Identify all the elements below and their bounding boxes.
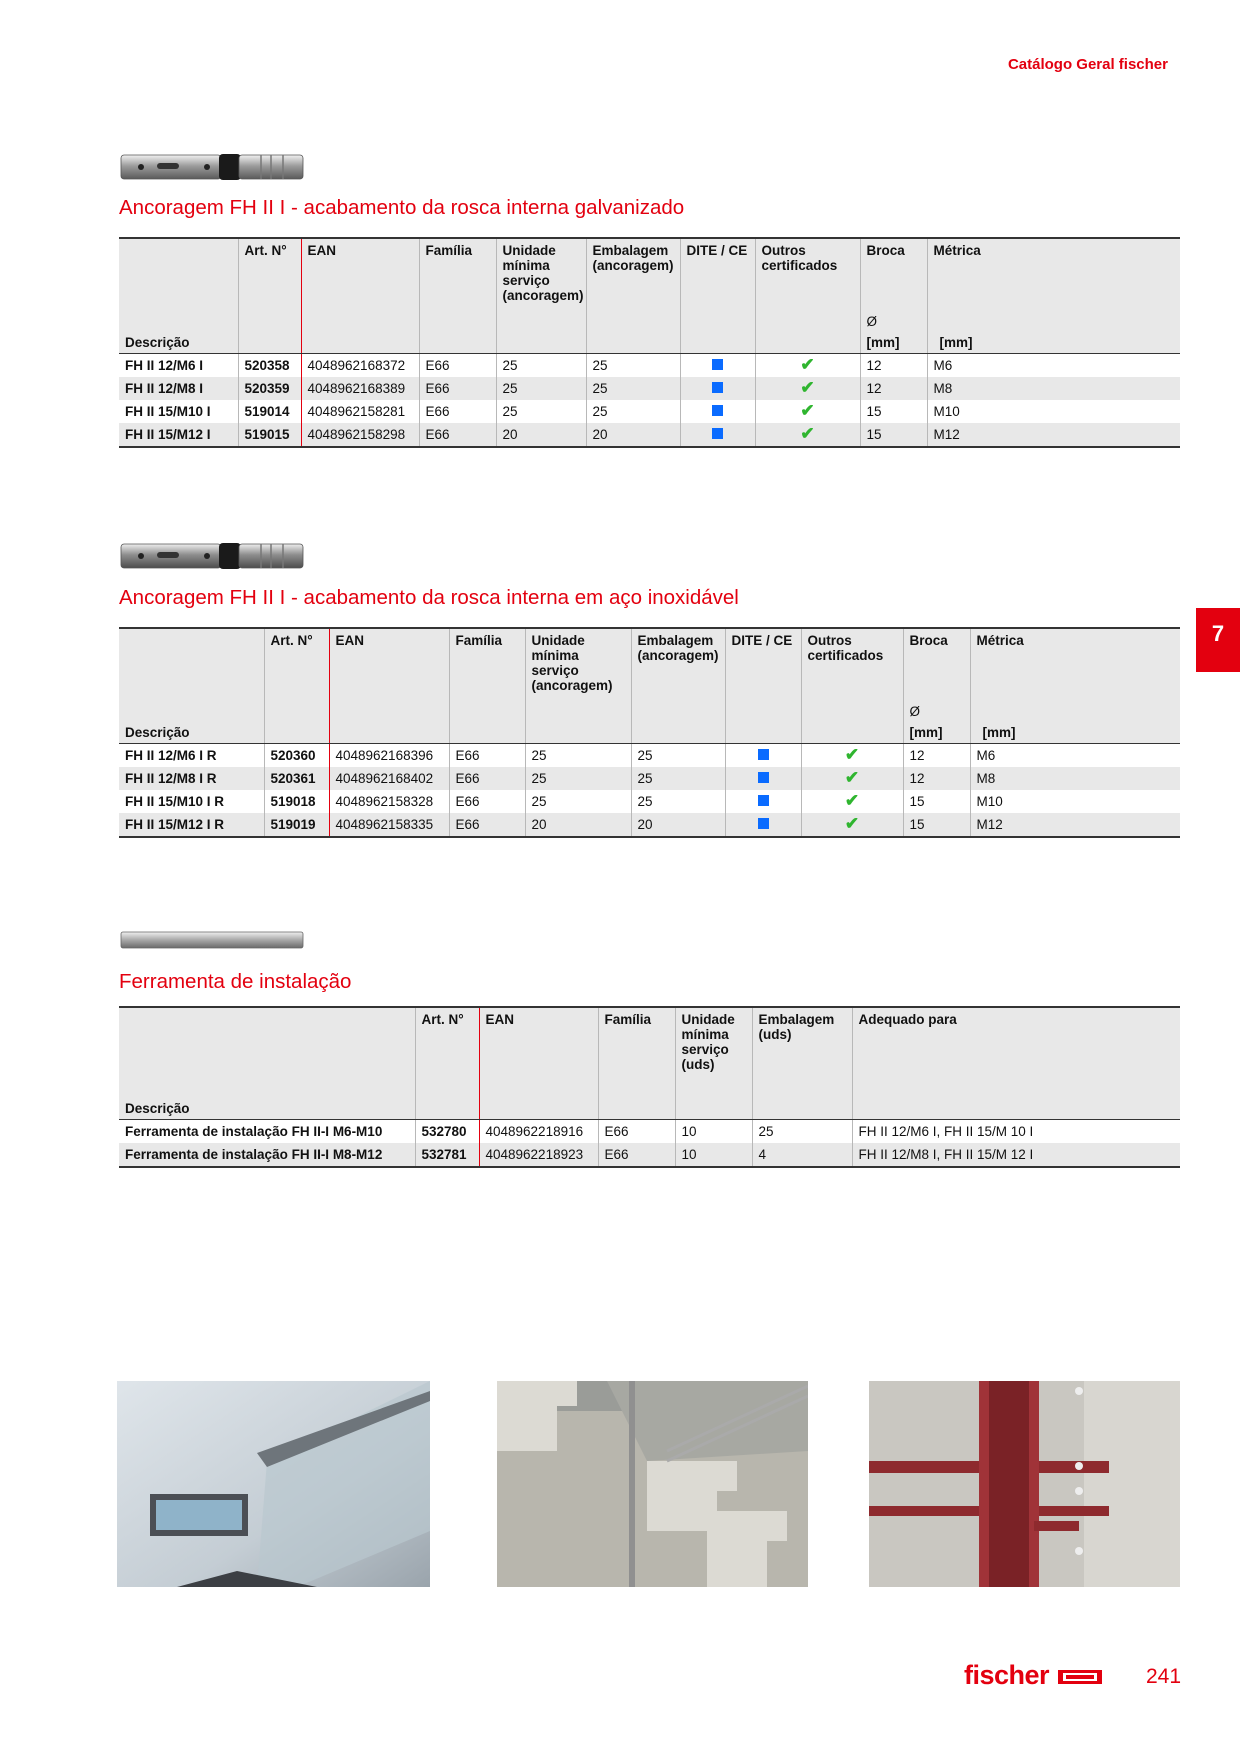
col-descricao: Descrição bbox=[119, 721, 264, 744]
photo-stair-handrail bbox=[497, 1381, 808, 1587]
photo-glass-railing bbox=[117, 1381, 430, 1587]
table-row: FH II 12/M6 I R 520360 4048962168396 E66 25 25 ✔ 12 M6 bbox=[119, 744, 1180, 768]
checkmark-icon: ✔ bbox=[800, 355, 815, 374]
checkmark-icon: ✔ bbox=[800, 424, 815, 443]
col-ean: EAN bbox=[329, 628, 449, 696]
unit-mm: [mm] bbox=[903, 721, 970, 744]
checkmark-icon: ✔ bbox=[844, 768, 860, 787]
col-metrica: Métrica bbox=[927, 238, 1180, 306]
col-unidade: Unidade mínima serviço (ancoragem) bbox=[525, 628, 631, 696]
approval-square-icon bbox=[712, 359, 723, 370]
page-number: 241 bbox=[1146, 1665, 1182, 1688]
fischer-logo: fischer bbox=[964, 1660, 1102, 1691]
col-embalagem: Embalagem (ancoragem) bbox=[631, 628, 725, 696]
table-row: FH II 15/M10 I R 519018 4048962158328 E66 25 25 ✔ 15 M10 bbox=[119, 790, 1180, 813]
catalog-title: Catálogo Geral fischer bbox=[1007, 56, 1168, 73]
approval-square-icon bbox=[758, 795, 769, 806]
col-broca: Broca bbox=[860, 238, 927, 306]
col-outros: Outros certificados bbox=[801, 628, 903, 696]
col-metrica: Métrica bbox=[970, 628, 1180, 696]
anchor-galvanized-image bbox=[119, 151, 305, 183]
anchor-stainless-image bbox=[119, 540, 305, 572]
col-embalagem: Embalagem (uds) bbox=[752, 1007, 852, 1075]
checkmark-icon: ✔ bbox=[844, 814, 860, 833]
col-familia: Família bbox=[419, 238, 496, 306]
table-row: FH II 15/M12 I R 519019 4048962158335 E66 20 20 ✔ 15 M12 bbox=[119, 813, 1180, 837]
diameter-symbol: Ø bbox=[860, 306, 927, 331]
col-art: Art. N° bbox=[238, 238, 301, 306]
approval-square-icon bbox=[712, 428, 723, 439]
approval-square-icon bbox=[758, 772, 769, 783]
col-desc bbox=[119, 1007, 415, 1075]
approval-square-icon bbox=[712, 405, 723, 416]
photo-steel-beam bbox=[869, 1381, 1180, 1587]
setting-tool-image bbox=[119, 929, 305, 951]
chapter-tab[interactable]: 7 bbox=[1196, 608, 1240, 672]
col-dite: DITE / CE bbox=[680, 238, 755, 306]
col-art: Art. N° bbox=[415, 1007, 479, 1075]
section-title-stainless: Ancoragem FH II I - acabamento da rosca interna em aço inoxidável bbox=[119, 586, 739, 609]
col-adequado: Adequado para bbox=[852, 1007, 1180, 1075]
table-row: FH II 12/M8 I R 520361 4048962168402 E66 25 25 ✔ 12 M8 bbox=[119, 767, 1180, 790]
col-unidade: Unidade mínima serviço (uds) bbox=[675, 1007, 752, 1075]
table-row: FH II 12/M8 I 520359 4048962168389 E66 25 25 ✔ 12 M8 bbox=[119, 377, 1180, 400]
col-familia: Família bbox=[598, 1007, 675, 1075]
unit-mm: [mm] bbox=[860, 331, 927, 354]
col-dite: DITE / CE bbox=[725, 628, 801, 696]
table-row: FH II 15/M10 I 519014 4048962158281 E66 25 25 ✔ 15 M10 bbox=[119, 400, 1180, 423]
table-tool bbox=[119, 1006, 1180, 1168]
table-stainless bbox=[119, 627, 1180, 838]
section-title-galvanized: Ancoragem FH II I - acabamento da rosca interna galvanizado bbox=[119, 196, 685, 219]
col-descricao: Descrição bbox=[119, 331, 238, 354]
col-desc bbox=[119, 238, 238, 306]
col-desc bbox=[119, 628, 264, 696]
checkmark-icon: ✔ bbox=[800, 401, 815, 420]
unit-mm: [mm] bbox=[970, 721, 1180, 744]
checkmark-icon: ✔ bbox=[800, 378, 815, 397]
col-embalagem: Embalagem (ancoragem) bbox=[586, 238, 680, 306]
col-broca: Broca bbox=[903, 628, 970, 696]
approval-square-icon bbox=[712, 382, 723, 393]
table-row: FH II 12/M6 I 520358 4048962168372 E66 25 25 ✔ 12 M6 bbox=[119, 354, 1180, 378]
col-ean: EAN bbox=[479, 1007, 598, 1075]
table-row: Ferramenta de instalação FH II-I M8-M12 532781 4048962218923 E66 10 4 FH II 12/M8 I, FH II 15/M 12 I bbox=[119, 1143, 1180, 1167]
approval-square-icon bbox=[758, 749, 769, 760]
unit-mm: [mm] bbox=[927, 331, 1180, 354]
col-unidade: Unidade mínima serviço (ancoragem) bbox=[496, 238, 586, 306]
table-galvanized bbox=[119, 237, 1180, 448]
col-outros: Outros certificados bbox=[755, 238, 860, 306]
section-title-tool: Ferramenta de instalação bbox=[119, 970, 352, 993]
col-familia: Família bbox=[449, 628, 525, 696]
approval-square-icon bbox=[758, 818, 769, 829]
diameter-symbol: Ø bbox=[903, 696, 970, 721]
table-row: FH II 15/M12 I 519015 4048962158298 E66 20 20 ✔ 15 M12 bbox=[119, 423, 1180, 447]
checkmark-icon: ✔ bbox=[844, 791, 860, 810]
col-art: Art. N° bbox=[264, 628, 329, 696]
table-row: Ferramenta de instalação FH II-I M6-M10 532780 4048962218916 E66 10 25 FH II 12/M6 I, FH II 15/M 10 I bbox=[119, 1120, 1180, 1144]
col-ean: EAN bbox=[301, 238, 419, 306]
col-descricao: Descrição bbox=[119, 1075, 415, 1120]
checkmark-icon: ✔ bbox=[844, 745, 860, 764]
